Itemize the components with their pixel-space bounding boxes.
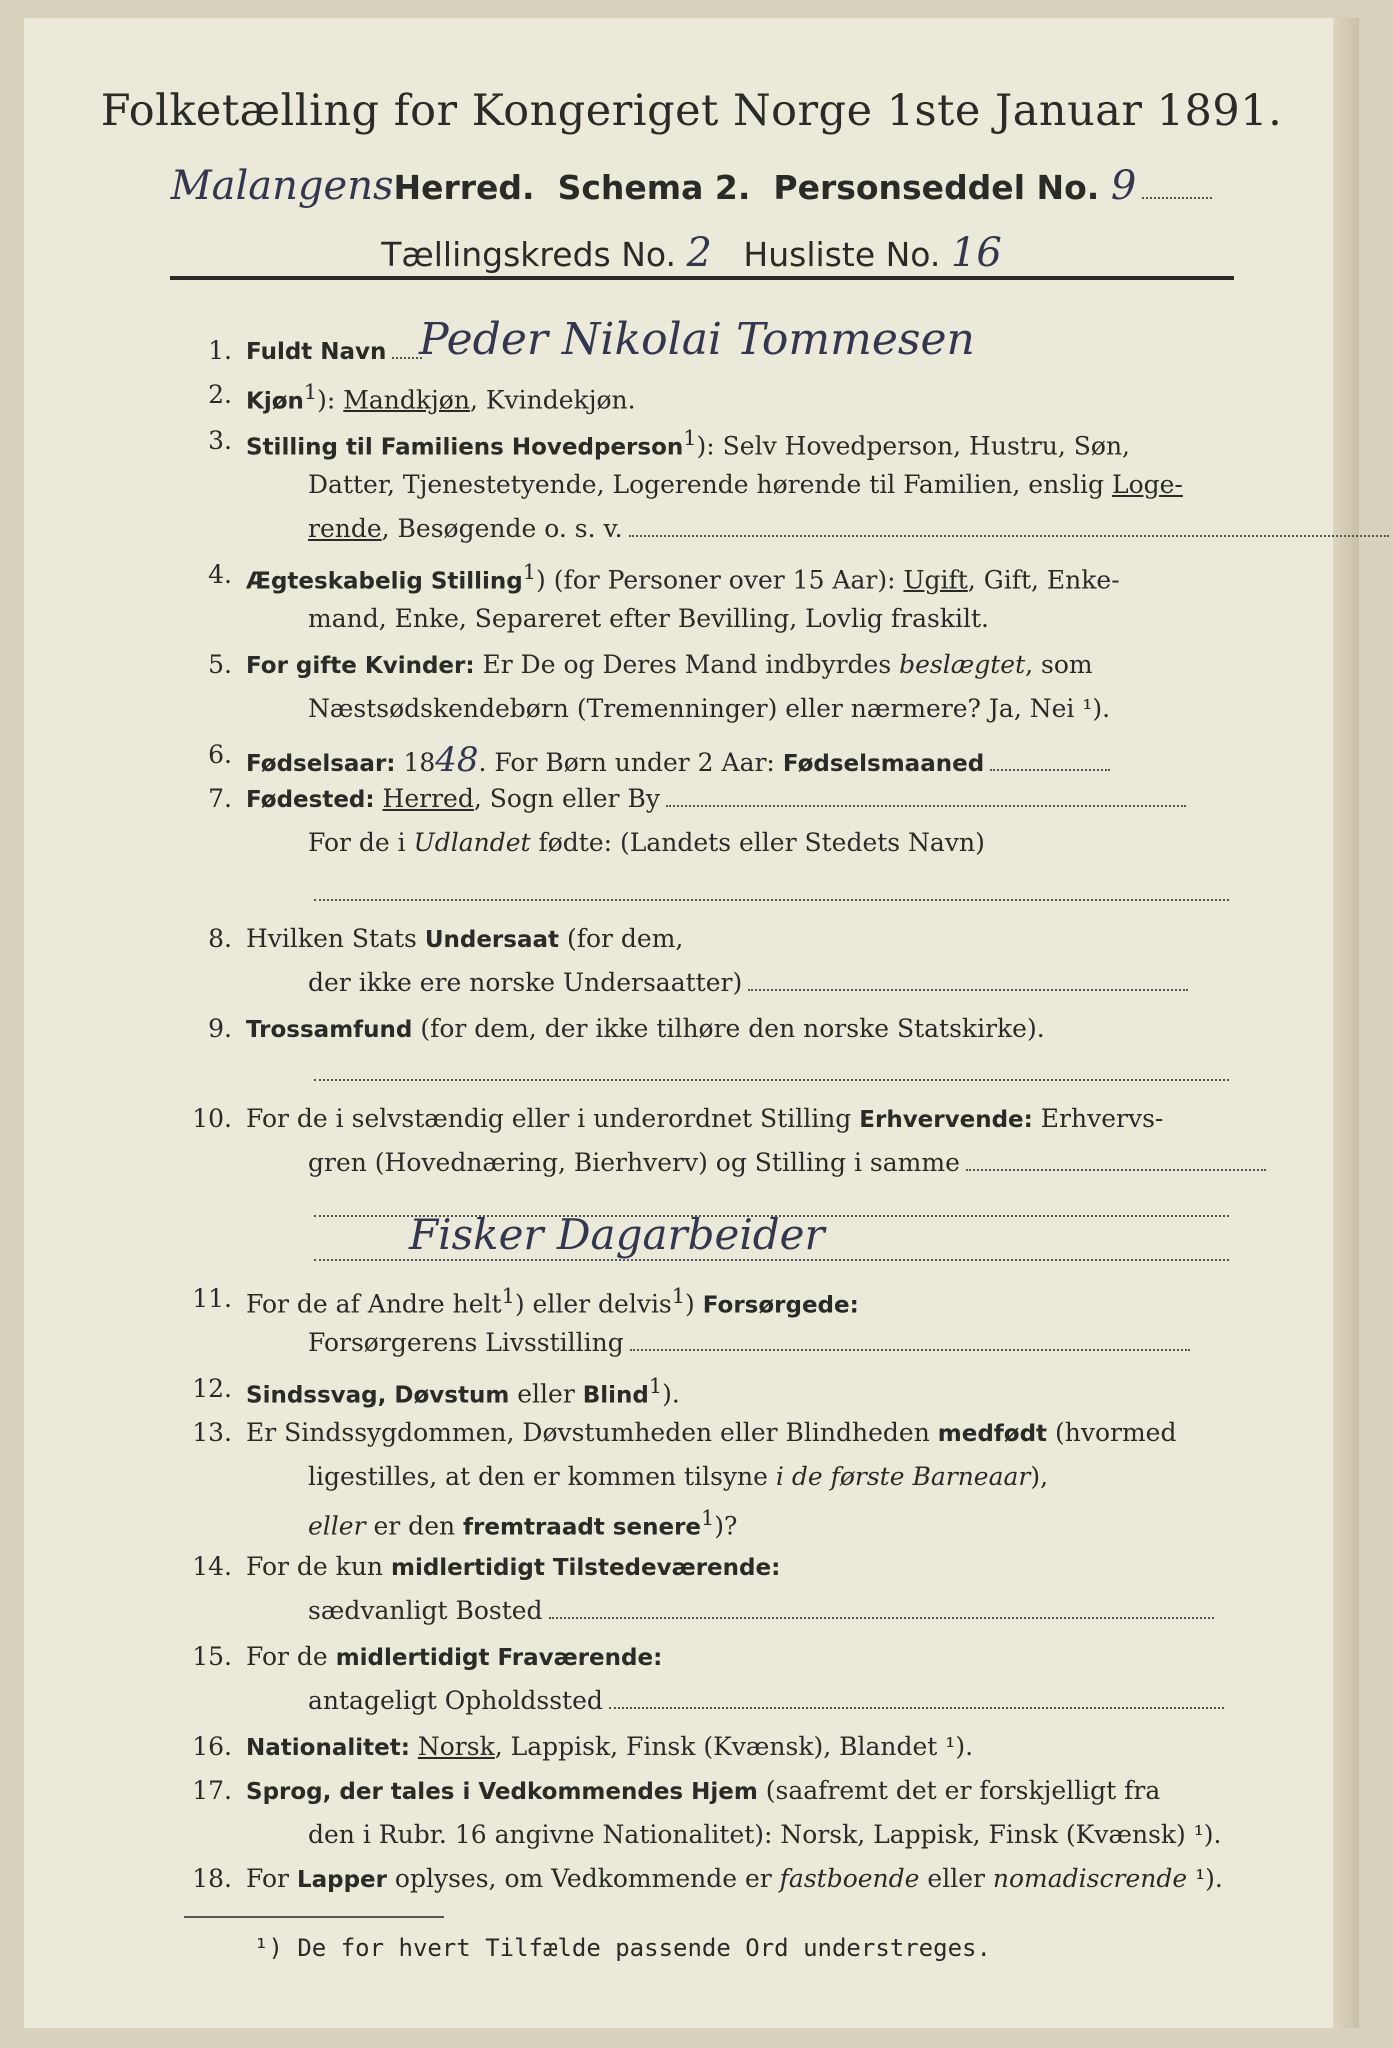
text: , Sogn eller By [473,784,660,813]
item-number: 1. [208,336,232,365]
birthplace-label: Fødested: [246,787,375,813]
item-text [308,828,985,857]
disability-label: Sindssvag, Døvstum [246,1382,510,1409]
form-title: Folketælling for Kongeriget Norge 1ste Januar 1891. [100,86,1283,136]
item-number: 15. [192,1642,232,1671]
text: ): [317,385,344,415]
footnote-separator [184,1916,444,1918]
item-text [246,650,1093,679]
sex-label: Kjøn [246,388,304,415]
item-text [308,1596,1214,1625]
text: eller [509,1379,583,1409]
text: ). [662,1379,680,1409]
personseddel-label: Personseddel No. [773,168,1100,207]
census-form [24,18,1359,2028]
footnote-mark: 1 [501,1284,515,1308]
item-number: 7. [208,784,232,813]
text: ) eller delvis [514,1289,672,1319]
text: fastboende [779,1864,920,1893]
text: For de i selvstændig eller i underordnet Stilling [246,1104,860,1133]
text: beslægtet [899,650,1026,679]
item-number: 11. [192,1284,232,1313]
item-text [246,1374,680,1408]
text: Hvilken Stats [246,924,425,953]
item-text [246,924,683,953]
taellingskreds-label: Tællingskreds No. [381,235,676,274]
taellingskreds-value: 2 [686,230,712,276]
dots [1142,197,1212,199]
text: , Besøgende o. s. v. [381,514,623,543]
text: ), [1030,1462,1049,1491]
language-label: Sprog, der tales i Vedkommendes Hjem [246,1779,758,1805]
text: Udlandet [413,828,531,857]
item-number: 5. [208,650,232,679]
dots [629,535,1389,537]
footnote-mark: 1 [522,560,537,584]
text: eller [919,1864,993,1893]
text: (saafremt det er forskjelligt fra [757,1776,1161,1805]
dots [549,1617,1214,1619]
text: ligestilles, at den er kommen tilsyne [308,1462,776,1491]
footnote-mark: 1 [671,1284,686,1308]
text: eller [308,1511,366,1541]
item-text [308,1148,1266,1177]
item-text [246,740,1110,780]
text: mand, Enke, Separeret efter Bevilling, Lovlig fraskilt. [308,604,989,633]
text: oplyses, om Vedkommende er [386,1864,780,1893]
temporarily-present-label: midlertidigt Tilstedeværende: [390,1555,781,1581]
dots [990,769,1110,771]
family-position-option: Loge- [1111,470,1183,499]
item-number: 2. [208,380,232,409]
text: , Kvindekjøn. [469,385,636,415]
text: (hvormed [1047,1418,1177,1447]
text: For de [246,1642,336,1671]
item-text [246,426,1130,460]
supported-label: Forsørgede: [702,1292,859,1319]
personseddel-value: 9 [1110,163,1137,209]
text: ) [685,1289,703,1319]
dots [630,1349,1190,1351]
sex-option-male: Mandkjøn [343,385,470,415]
religion-label: Trossamfund [246,1017,413,1043]
occupation-value: Fisker Dagarbeider [409,1210,825,1259]
blind-label: Blind [582,1382,649,1409]
dots [314,1259,1229,1261]
item-text [308,1686,1224,1715]
item-text [308,1328,1190,1357]
birth-month-label: Fødselsmaaned [782,751,985,777]
item-text [246,1284,859,1318]
herred-value: Malangens [170,163,394,209]
family-position-option-cont: rende [308,514,382,543]
dots [314,1079,1229,1081]
birthplace-option-herred: Herred [382,784,474,813]
text: antageligt Opholdssted [308,1686,603,1715]
temporarily-absent-label: midlertidigt Fraværende: [335,1645,663,1671]
birth-year-label: Fødselsaar: [246,751,396,777]
item-text [246,560,1120,594]
husliste-value: 16 [950,230,1002,276]
text: Datter, Tjenestetyende, Logerende hørende til Familien, enslig [308,470,1112,499]
married-women-label: For gifte Kvinder: [246,653,475,679]
marital-option-unmarried: Ugift [903,565,968,595]
text: gren (Hovednæring, Bierhverv) og Stilling i samme [308,1148,960,1177]
item-text [246,1642,662,1671]
header-rule [170,276,1234,280]
item-text [246,1104,1163,1133]
footnote-mark: 1 [303,380,318,404]
husliste-label: Husliste No. [743,235,941,274]
text: (for dem, der ikke tilhøre den norske Statskirke). [412,1014,1045,1043]
text: i de første Barneaar [775,1462,1031,1491]
text: Næstsødskendebørn (Tremenninger) eller nærmere? Ja, Nei ¹). [308,694,1111,723]
item-text [308,1462,1048,1491]
subject-of-state-label: Undersaat [424,927,559,953]
item-text [246,1552,780,1581]
item-number: 8. [208,924,232,953]
header-line-2 [24,163,1359,209]
footnote-mark: 1 [648,1374,663,1398]
text: For de i [308,828,414,857]
occupation-label: Erhvervende: [859,1107,1033,1133]
footnote-mark: 1 [683,426,697,450]
text: )? [714,1511,738,1541]
lapps-label: Lapper [296,1867,387,1893]
text: . For Børn under 2 Aar: [478,748,783,777]
dots [609,1707,1224,1709]
footnote-mark: 1 [701,1506,715,1530]
item-text [246,1732,973,1761]
item-text [246,1014,1045,1043]
dots [748,989,1188,991]
text: fødte: (Landets eller Stedets Navn) [530,828,985,857]
text: For de af Andre helt [246,1289,502,1319]
text: For de kun [246,1552,391,1581]
text: Forsørgerens Livsstilling [308,1328,624,1357]
item-number: 18. [192,1864,232,1893]
item-text [308,470,1183,499]
text: , som [1025,650,1093,679]
item-number: 10. [192,1104,232,1133]
item-number: 17. [192,1776,232,1805]
item-number: 4. [208,560,232,589]
dots [966,1169,1266,1171]
full-name-value: Peder Nikolai Tommesen [419,314,975,365]
item-text [308,1506,737,1540]
text: , Gift, Enke- [967,565,1120,595]
paper-edge [1333,18,1359,2028]
item-number: 13. [192,1418,232,1447]
dots [314,899,1229,901]
item-text [246,1864,1223,1893]
blank-line [308,878,1229,907]
item-number: 16. [192,1732,232,1761]
dots [392,357,422,359]
text: ¹). [1187,1864,1223,1893]
nationality-label: Nationalitet: [246,1735,410,1761]
family-position-label: Stilling til Familiens Hovedperson [246,434,684,461]
text: Er Sindssygdommen, Døvstumheden eller Blindheden [246,1418,938,1447]
item-text [246,784,1186,813]
schema-label: Schema 2. [557,168,751,207]
herred-label: Herred. [393,168,535,207]
text: Er De og Deres Mand indbyrdes [474,650,900,679]
later-onset-label: fremtraadt senere [463,1514,702,1541]
item-text [308,968,1188,997]
item-text [246,336,422,365]
text: sædvanligt Bosted [308,1596,543,1625]
full-name-label: Fuldt Navn [246,339,387,365]
blank-line [308,1058,1229,1087]
item-text [308,514,1389,543]
item-number: 14. [192,1552,232,1581]
item-text [246,380,636,414]
birth-year-value: 48 [435,740,479,780]
text: , Lappisk, Finsk (Kvænsk), Blandet ¹). [494,1732,974,1761]
item-text [246,1418,1176,1447]
text: For [246,1864,297,1893]
item-number: 6. [208,740,232,769]
congenital-label: medfødt [937,1421,1048,1447]
text: ) (for Personer over 15 Aar): [536,565,904,595]
item-number: 9. [208,1014,232,1043]
nationality-option-norsk: Norsk [417,1732,495,1761]
text: den i Rubr. 16 angivne Nationalitet): Norsk, Lappisk, Finsk (Kvænsk) ¹). [308,1820,1222,1849]
dots [666,805,1186,807]
text: ): Selv Hovedperson, Hustru, Søn, [696,431,1130,461]
header-line-3 [24,230,1359,276]
item-number: 3. [208,426,232,455]
marital-status-label: Ægteskabelig Stilling [246,568,523,595]
text: 18 [395,748,436,777]
item-number: 12. [192,1374,232,1403]
footnote: ¹) De for hvert Tilfælde passende Ord understreges. [254,1934,991,1962]
text: Erhvervs- [1032,1104,1164,1133]
item-text [246,1776,1160,1805]
text: der ikke ere norske Undersaatter) [308,968,743,997]
text: nomadiscrende [992,1864,1188,1893]
text: (for dem, [559,924,684,953]
text: er den [365,1511,464,1541]
